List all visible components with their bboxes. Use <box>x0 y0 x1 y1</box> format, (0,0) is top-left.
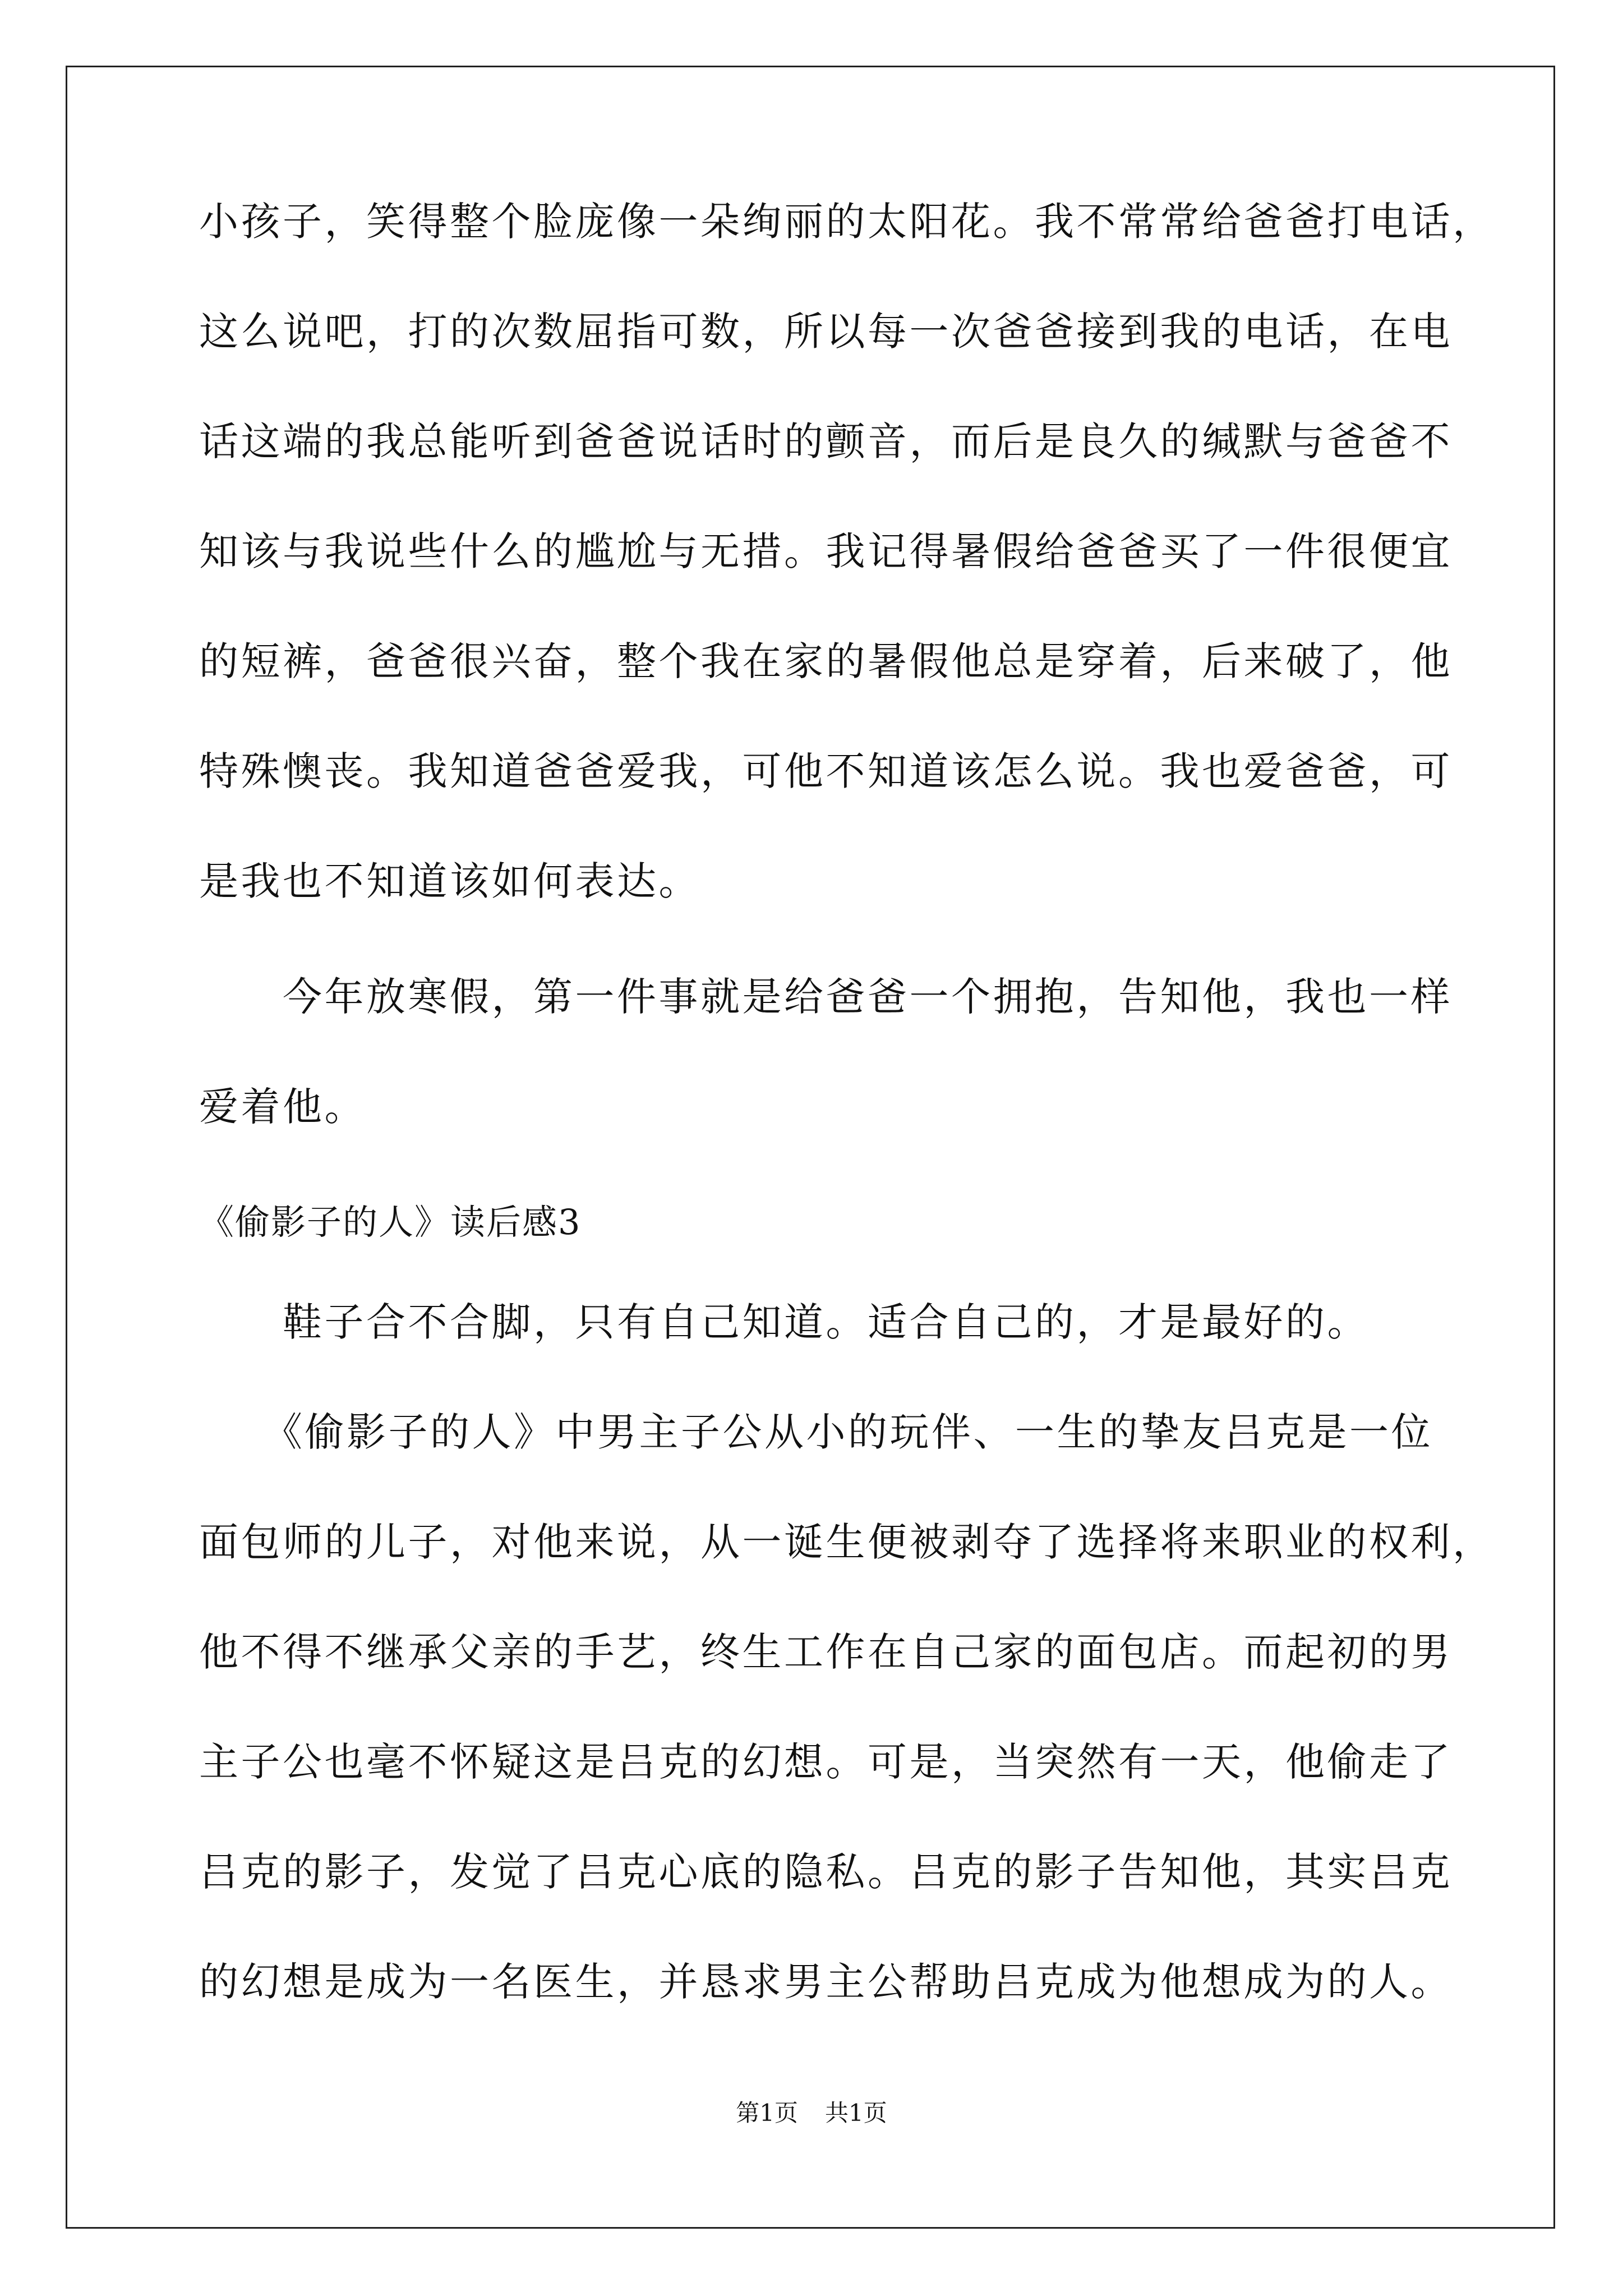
text-line: 面包师的儿子，对他来说，从一诞生便被剥夺了选择将来职业的权利， <box>199 1519 1495 1565</box>
text-line: 小孩子，笑得整个脸庞像一朵绚丽的太阳花。我不常常给爸爸打电话， <box>199 199 1495 245</box>
text-line: 话这端的我总能听到爸爸说话时的颤音，而后是良久的缄默与爸爸不 <box>199 418 1453 464</box>
text-line: 今年放寒假，第一件事就是给爸爸一个拥抱，告知他，我也一样 <box>199 974 1453 1020</box>
page-total: 共1页 <box>825 2099 887 2127</box>
section-heading: 《偷影子的人》读后感3 <box>199 1202 582 1243</box>
text-line: 这么说吧，打的次数屈指可数，所以每一次爸爸接到我的电话，在电 <box>199 309 1453 355</box>
text-line: 的幻想是成为一名医生，并恳求男主公帮助吕克成为他想成为的人。 <box>199 1959 1453 2005</box>
page-border <box>66 66 1555 2229</box>
text-line: 爱着他。 <box>199 1084 366 1130</box>
text-line: 的短裤，爸爸很兴奋，整个我在家的暑假他总是穿着，后来破了，他 <box>199 638 1453 684</box>
text-line: 鞋子合不合脚，只有自己知道。适合自己的，才是最好的。 <box>199 1299 1369 1345</box>
text-line: 知该与我说些什么的尴尬与无措。我记得暑假给爸爸买了一件很便宜 <box>199 528 1453 574</box>
text-line: 吕克的影子，发觉了吕克心底的隐私。吕克的影子告知他，其实吕克 <box>199 1849 1453 1895</box>
text-line: 他不得不继承父亲的手艺，终生工作在自己家的面包店。而起初的男 <box>199 1629 1453 1675</box>
text-line: 特殊懊丧。我知道爸爸爱我，可他不知道该怎么说。我也爱爸爸，可 <box>199 748 1453 794</box>
text-line: 《偷影子的人》中男主子公从小的玩伴、一生的挚友吕克是一位 <box>199 1409 1433 1455</box>
text-line: 是我也不知道该如何表达。 <box>199 858 700 904</box>
page-number: 第1页 <box>736 2099 798 2127</box>
page-footer <box>0 2101 1623 2125</box>
text-line: 主子公也毫不怀疑这是吕克的幻想。可是，当突然有一天，他偷走了 <box>199 1739 1453 1785</box>
